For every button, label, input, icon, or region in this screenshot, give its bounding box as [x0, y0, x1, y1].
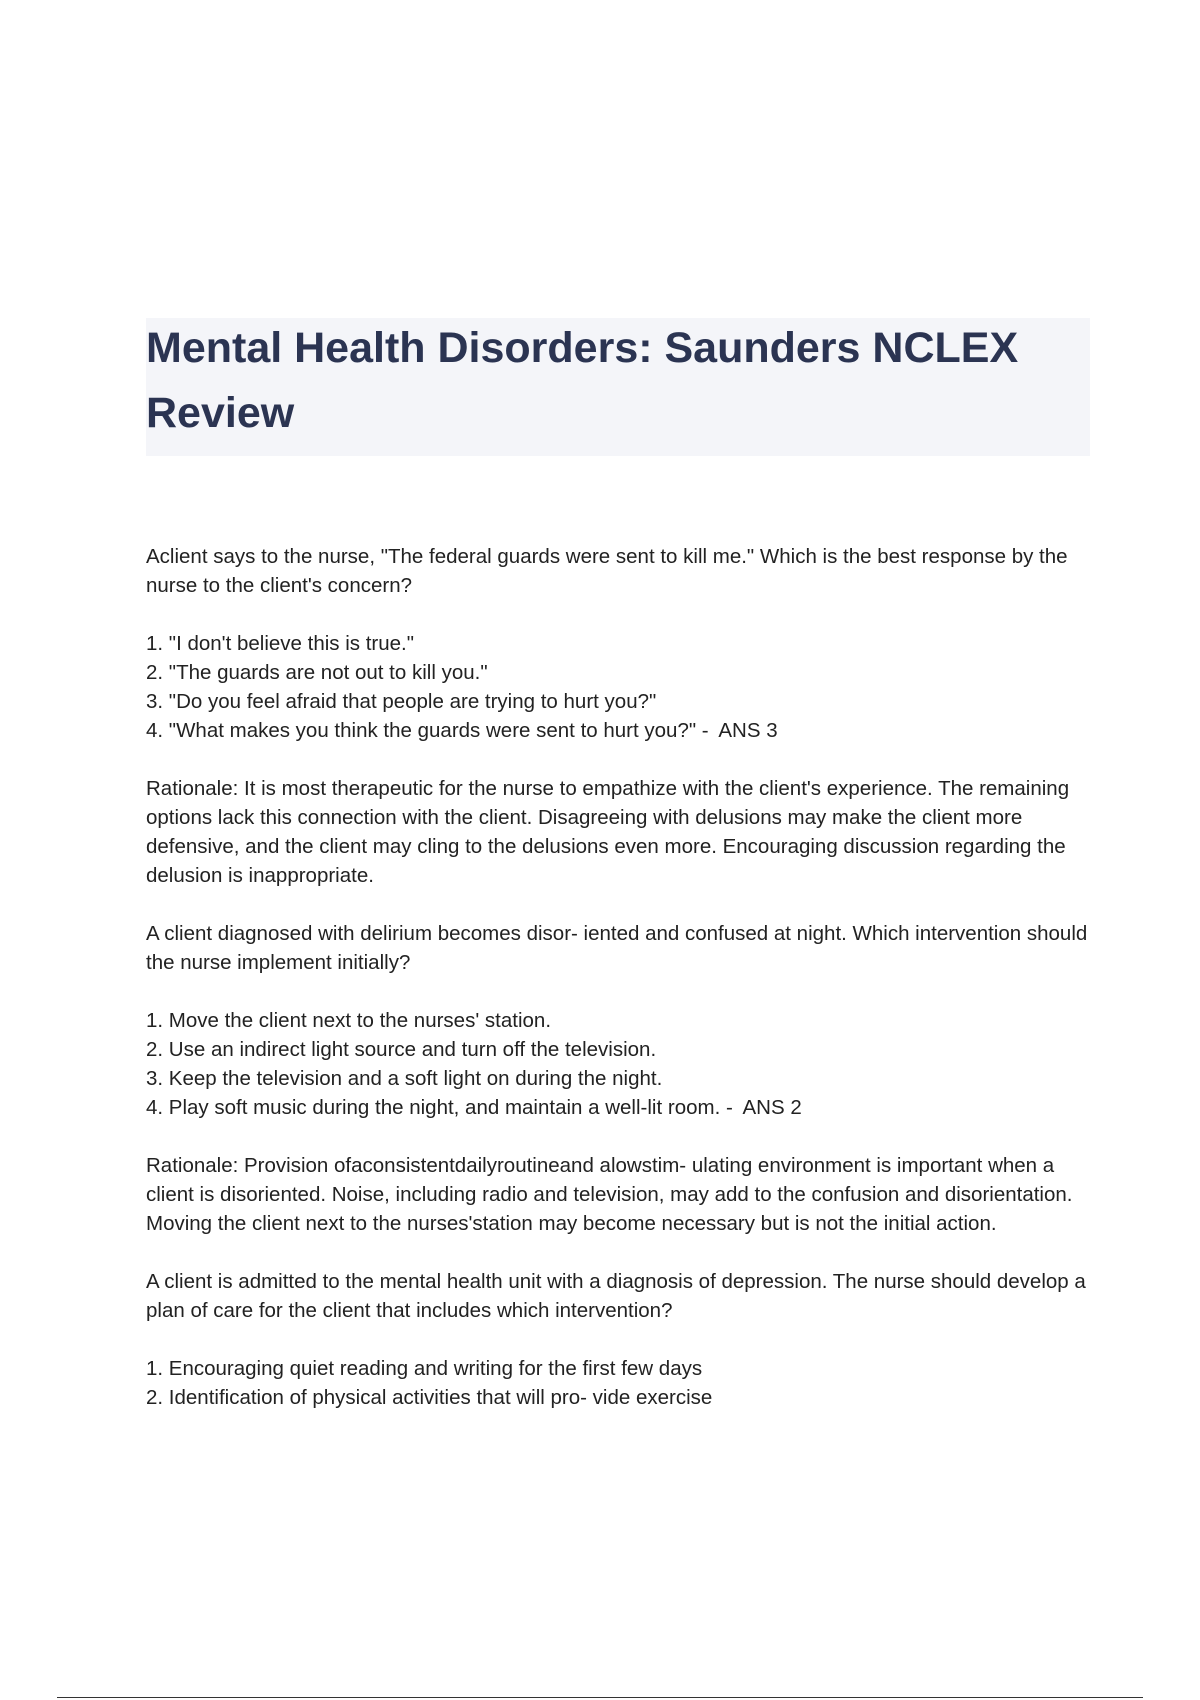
option: 2. Use an indirect light source and turn off the television. [146, 1038, 657, 1061]
option: 2. Identification of physical activities that will pro- vide exercise [146, 1386, 713, 1409]
answer-key: ANS 2 [742, 1096, 802, 1119]
answer-options [146, 629, 1096, 745]
option: 1. Move the client next to the nurses' station. [146, 1009, 552, 1032]
option: 3. "Do you feel afraid that people are trying to hurt you?" [146, 690, 657, 713]
option: 3. Keep the television and a soft light on during the night. [146, 1067, 663, 1090]
option: 2. "The guards are not out to kill you." [146, 661, 488, 684]
option-with-answer [146, 716, 1096, 745]
rationale: Rationale: Provision ofaconsistentdailyroutineand alowstim- ulating environment is important when a client is disoriented. Noise, including radio and television, may add to the confusion and disorientation. Moving the client next to the nurses'station may become necessary but is not the initial action. [146, 1154, 1073, 1235]
document-body [146, 542, 1096, 1441]
answer-options [146, 1354, 1096, 1412]
answer-key: ANS 3 [718, 719, 778, 742]
option: 1. "I don't believe this is true." [146, 632, 415, 655]
option: 4. Play soft music during the night, and maintain a well-lit room. - [146, 1096, 733, 1119]
question-stem: A client is admitted to the mental health unit with a diagnosis of depression. The nurse should develop a plan of care for the client that includes which intervention? [146, 1270, 1086, 1322]
page-title: Mental Health Disorders: Saunders NCLEX Review [146, 324, 1019, 437]
question-stem: A client diagnosed with delirium becomes disor- iented and confused at night. Which intervention should the nurse implement initially? [146, 922, 1088, 974]
answer-options [146, 1006, 1096, 1122]
option: 1. Encouraging quiet reading and writing for the first few days [146, 1357, 703, 1380]
rationale: Rationale: It is most therapeutic for the nurse to empathize with the client's experience. The remaining options lack this connection with the client. Disagreeing with delusions may make the client more defensive, and the client may cling to the delusions even more. Encouraging discussion regarding the delusion is inappropriate. [146, 777, 1070, 887]
option-with-answer [146, 1093, 1096, 1122]
option: 4. "What makes you think the guards were sent to hurt you?" - [146, 719, 709, 742]
page-bottom-rule [57, 1697, 1143, 1698]
question-stem: Aclient says to the nurse, "The federal guards were sent to kill me." Which is the best response by the nurse to the client's concern? [146, 545, 1068, 597]
